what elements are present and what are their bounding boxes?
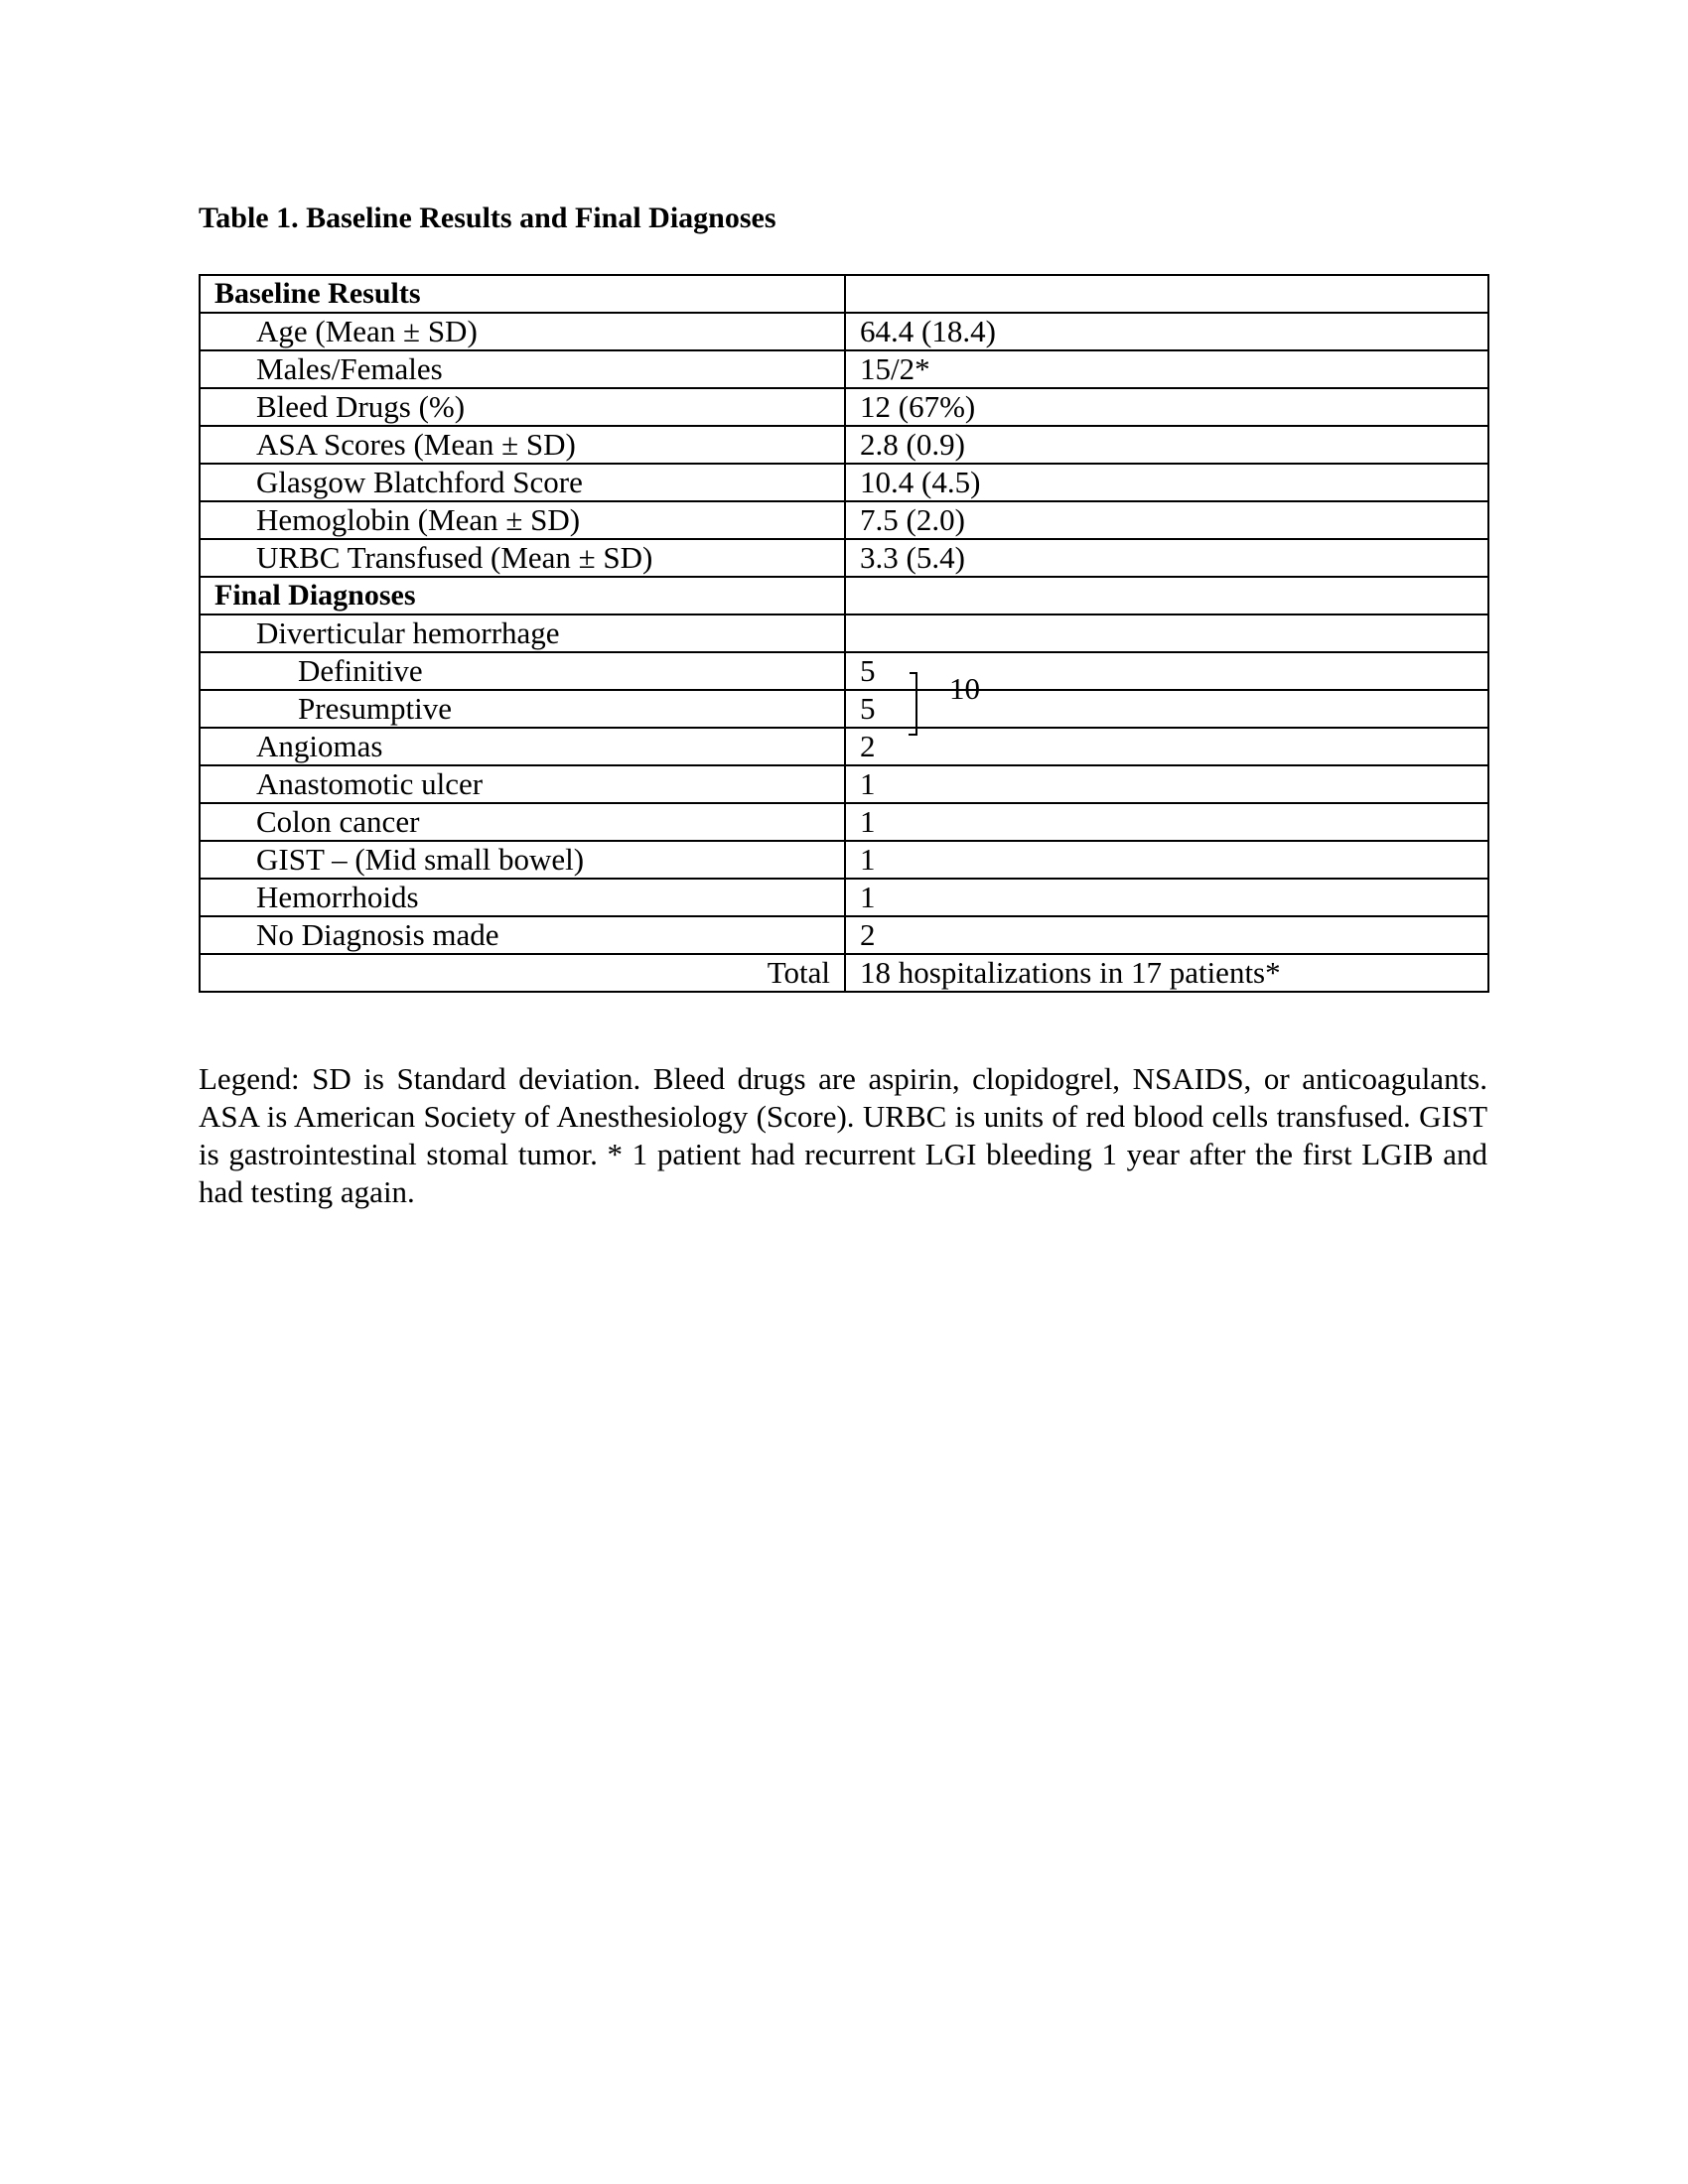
row-value: 1 (845, 841, 1488, 879)
row-label: Diverticular hemorrhage (200, 614, 845, 652)
table-row (200, 803, 1488, 841)
total-value: 18 hospitalizations in 17 patients* (845, 954, 1488, 992)
row-label: ASA Scores (Mean ± SD) (200, 426, 845, 464)
row-label: Hemorrhoids (200, 879, 845, 916)
total-label: Total (200, 954, 845, 992)
section-heading-baseline: Baseline Results (200, 275, 845, 313)
table-row (200, 275, 1488, 313)
table-row (200, 916, 1488, 954)
row-value: 2.8 (0.9) (845, 426, 1488, 464)
row-label: Males/Females (200, 350, 845, 388)
row-value: 1 (845, 803, 1488, 841)
row-value: 5 (845, 690, 1488, 728)
row-value: 3.3 (5.4) (845, 539, 1488, 577)
row-label: Colon cancer (200, 803, 845, 841)
row-value: 1 (845, 879, 1488, 916)
table-row (200, 464, 1488, 501)
table-cell-empty (845, 275, 1488, 313)
row-value: 10.4 (4.5) (845, 464, 1488, 501)
section-heading-final-diagnoses: Final Diagnoses (200, 577, 845, 614)
table-row (200, 690, 1488, 728)
row-label: Age (Mean ± SD) (200, 313, 845, 350)
table-row (200, 841, 1488, 879)
table-title: Table 1. Baseline Results and Final Diagnoses (199, 202, 776, 234)
diverticular-total: 10 (949, 671, 980, 706)
table-row (200, 350, 1488, 388)
table-row (200, 614, 1488, 652)
row-value: 1 (845, 765, 1488, 803)
row-label: Angiomas (200, 728, 845, 765)
row-value: 5 (845, 652, 1488, 690)
table-row (200, 728, 1488, 765)
table-row (200, 765, 1488, 803)
table-cell-empty (845, 577, 1488, 614)
results-table (199, 274, 1489, 993)
row-label: GIST – (Mid small bowel) (200, 841, 845, 879)
row-value: 2 (845, 916, 1488, 954)
table-row (200, 652, 1488, 690)
row-label: Anastomotic ulcer (200, 765, 845, 803)
table-row-total (200, 954, 1488, 992)
row-value: 64.4 (18.4) (845, 313, 1488, 350)
row-label: URBC Transfused (Mean ± SD) (200, 539, 845, 577)
row-label: Glasgow Blatchford Score (200, 464, 845, 501)
row-label: No Diagnosis made (200, 916, 845, 954)
row-value: 2 (845, 728, 1488, 765)
table-row (200, 577, 1488, 614)
row-label: Presumptive (200, 690, 845, 728)
table-row (200, 539, 1488, 577)
row-label: Hemoglobin (Mean ± SD) (200, 501, 845, 539)
row-label: Definitive (200, 652, 845, 690)
table-row (200, 501, 1488, 539)
table-row (200, 313, 1488, 350)
table-row (200, 426, 1488, 464)
row-value: 15/2* (845, 350, 1488, 388)
row-value: 12 (67%) (845, 388, 1488, 426)
table-row (200, 879, 1488, 916)
row-label: Bleed Drugs (%) (200, 388, 845, 426)
table-legend: Legend: SD is Standard deviation. Bleed drugs are aspirin, clopidogrel, NSAIDS, or anticoagulants. ASA is American Society of Anesthesiology (Score). URBC is units of red blood cells transfused. GIST is gastrointestinal stomal tumor. * 1 patient had recurrent LGI bleeding 1 year after the first LGIB and had testing again. (199, 1061, 1487, 1209)
row-value: 7.5 (2.0) (845, 501, 1488, 539)
row-value (845, 614, 1488, 652)
table-row (200, 388, 1488, 426)
